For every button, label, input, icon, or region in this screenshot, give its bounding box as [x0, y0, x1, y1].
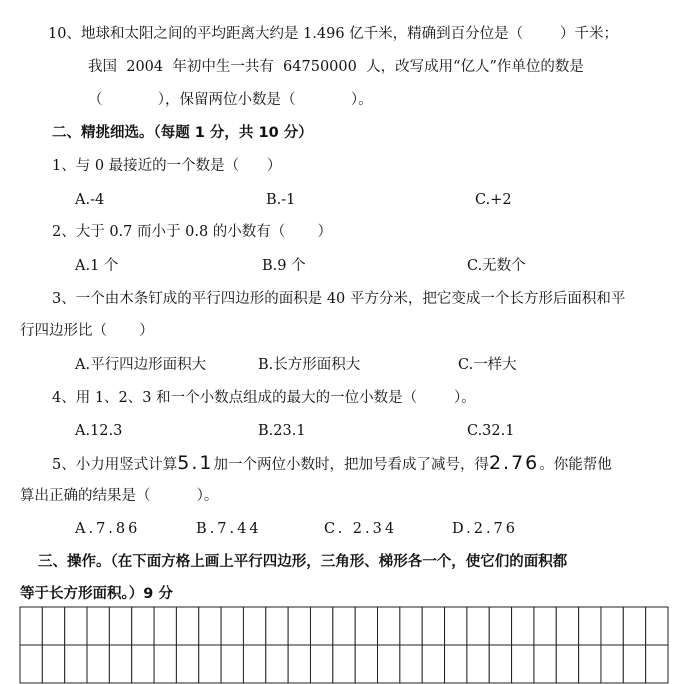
s2-q2-option-b: B.9 个 — [262, 258, 306, 274]
s2-q1-stem: 1、与 0 最接近的一个数是（ ） — [52, 158, 282, 174]
grid-cell[interactable] — [333, 607, 355, 645]
s2-q4-stem: 4、用 1、2、3 和一个小数点组成的最大的一位小数是（ ）。 — [52, 390, 476, 406]
s2-q4-option-b: B.23.1 — [258, 423, 306, 439]
s2-q2-option-a: A.1 个 — [75, 258, 119, 274]
grid-cell[interactable] — [109, 607, 131, 645]
grid-cell[interactable] — [489, 607, 511, 645]
grid-cell[interactable] — [109, 645, 131, 683]
grid-cell[interactable] — [646, 607, 668, 645]
grid-cell[interactable] — [20, 607, 42, 645]
s2-q3-stem-line2: 行四边形比（ ） — [20, 323, 154, 339]
grid-cell[interactable] — [333, 645, 355, 683]
grid-cell[interactable] — [646, 645, 668, 683]
grid-cell[interactable] — [266, 607, 288, 645]
s2-q3-option-b: B.长方形面积大 — [258, 357, 361, 373]
s2-q5-stem-b: 加一个两位小数时，把加号看成了减号，得 — [213, 457, 489, 473]
grid-cell[interactable] — [176, 645, 198, 683]
s2-q4-option-a: A.12.3 — [75, 423, 123, 439]
section3-heading-line2: 等于长方形面积。）9 分 — [20, 586, 173, 602]
grid-cell[interactable] — [400, 607, 422, 645]
s2-q3-option-a: A.平行四边形面积大 — [75, 357, 207, 373]
grid-cell[interactable] — [42, 607, 64, 645]
s2-q3-stem-line1: 3、一个由木条钉成的平行四边形的面积是 40 平方分米，把它变成一个长方形后面积和平 — [52, 291, 626, 307]
s2-q3-option-c: C.一样大 — [458, 357, 517, 373]
grid-cell[interactable] — [221, 645, 243, 683]
grid-cell[interactable] — [623, 645, 645, 683]
s2-q1-option-c: C.+2 — [475, 192, 512, 208]
grid-cell[interactable] — [489, 645, 511, 683]
grid-cell[interactable] — [87, 607, 109, 645]
s2-q1-option-a: A.-4 — [75, 192, 105, 208]
section3-heading-line1: 三、操作。（在下面方格上画上平行四边形，三角形、梯形各一个，使它们的面积都 — [38, 554, 568, 570]
grid-cell[interactable] — [556, 607, 578, 645]
s2-q2-option-c: C.无数个 — [467, 258, 526, 274]
drawing-grid[interactable] — [19, 606, 669, 684]
grid-cell[interactable] — [445, 645, 467, 683]
q10-line1: 10、地球和太阳之间的平均距离大约是 1.496 亿千米，精确到百分位是（ ）千米； — [48, 26, 619, 42]
grid-cell[interactable] — [601, 645, 623, 683]
grid-cell[interactable] — [534, 645, 556, 683]
s2-q5-option-a: A.7.86 — [75, 521, 141, 537]
section2-heading: 二、精挑细选。（每题 1 分，共 10 分） — [52, 125, 313, 141]
s2-q5-stem-c: 。你能帮他 — [539, 457, 612, 473]
s2-q4-option-c: C.32.1 — [467, 423, 515, 439]
grid-cell[interactable] — [266, 645, 288, 683]
grid-cell[interactable] — [355, 645, 377, 683]
grid-cell[interactable] — [623, 607, 645, 645]
grid-cell[interactable] — [534, 607, 556, 645]
s2-q5-option-c: C. 2.34 — [324, 521, 398, 537]
grid-cell[interactable] — [512, 607, 534, 645]
grid-cell[interactable] — [132, 607, 154, 645]
grid-cell[interactable] — [65, 645, 87, 683]
grid-cell[interactable] — [65, 607, 87, 645]
grid-cell[interactable] — [445, 607, 467, 645]
grid-cell[interactable] — [132, 645, 154, 683]
q10-line2: 我国 2004 年初中生一共有 64750000 人，改写成用“亿人”作单位的数是 — [88, 59, 584, 75]
grid-cell[interactable] — [378, 607, 400, 645]
grid-cell[interactable] — [243, 645, 265, 683]
grid-cell[interactable] — [422, 645, 444, 683]
grid-cell[interactable] — [467, 645, 489, 683]
grid-cell[interactable] — [154, 607, 176, 645]
grid-cell[interactable] — [400, 645, 422, 683]
s2-q5-option-b: B.7.44 — [196, 521, 262, 537]
grid-cell[interactable] — [288, 645, 310, 683]
grid-cell[interactable] — [20, 645, 42, 683]
grid-cell[interactable] — [579, 607, 601, 645]
s2-q5-stem-line2: 算出正确的结果是（ ）。 — [20, 488, 219, 504]
grid-cell[interactable] — [310, 607, 332, 645]
grid-cell[interactable] — [87, 645, 109, 683]
grid-cell[interactable] — [601, 607, 623, 645]
grid-cell[interactable] — [154, 645, 176, 683]
grid-cell[interactable] — [355, 607, 377, 645]
s2-q2-stem: 2、大于 0.7 而小于 0.8 的小数有（ ） — [52, 224, 333, 240]
grid-cell[interactable] — [467, 607, 489, 645]
s2-q5-option-d: D.2.76 — [452, 521, 519, 537]
grid-cell[interactable] — [288, 607, 310, 645]
grid-cell[interactable] — [42, 645, 64, 683]
grid-cell[interactable] — [310, 645, 332, 683]
grid-cell[interactable] — [243, 607, 265, 645]
grid-cell[interactable] — [176, 607, 198, 645]
grid-cell[interactable] — [221, 607, 243, 645]
grid-cell[interactable] — [556, 645, 578, 683]
s2-q5-stem-line1 — [52, 453, 612, 475]
grid-cell[interactable] — [199, 645, 221, 683]
grid-cell[interactable] — [199, 607, 221, 645]
s2-q5-stem-a: 5、小力用竖式计算 — [52, 457, 178, 473]
grid-cell[interactable] — [579, 645, 601, 683]
s2-q1-option-b: B.-1 — [266, 192, 296, 208]
s2-q5-value-a: 5.1 — [177, 452, 214, 474]
grid-cell[interactable] — [378, 645, 400, 683]
grid-cell[interactable] — [422, 607, 444, 645]
q10-line3: （ ），保留两位小数是（ ）。 — [88, 92, 373, 108]
s2-q5-value-b: 2.76 — [488, 452, 540, 474]
grid-cell[interactable] — [512, 645, 534, 683]
